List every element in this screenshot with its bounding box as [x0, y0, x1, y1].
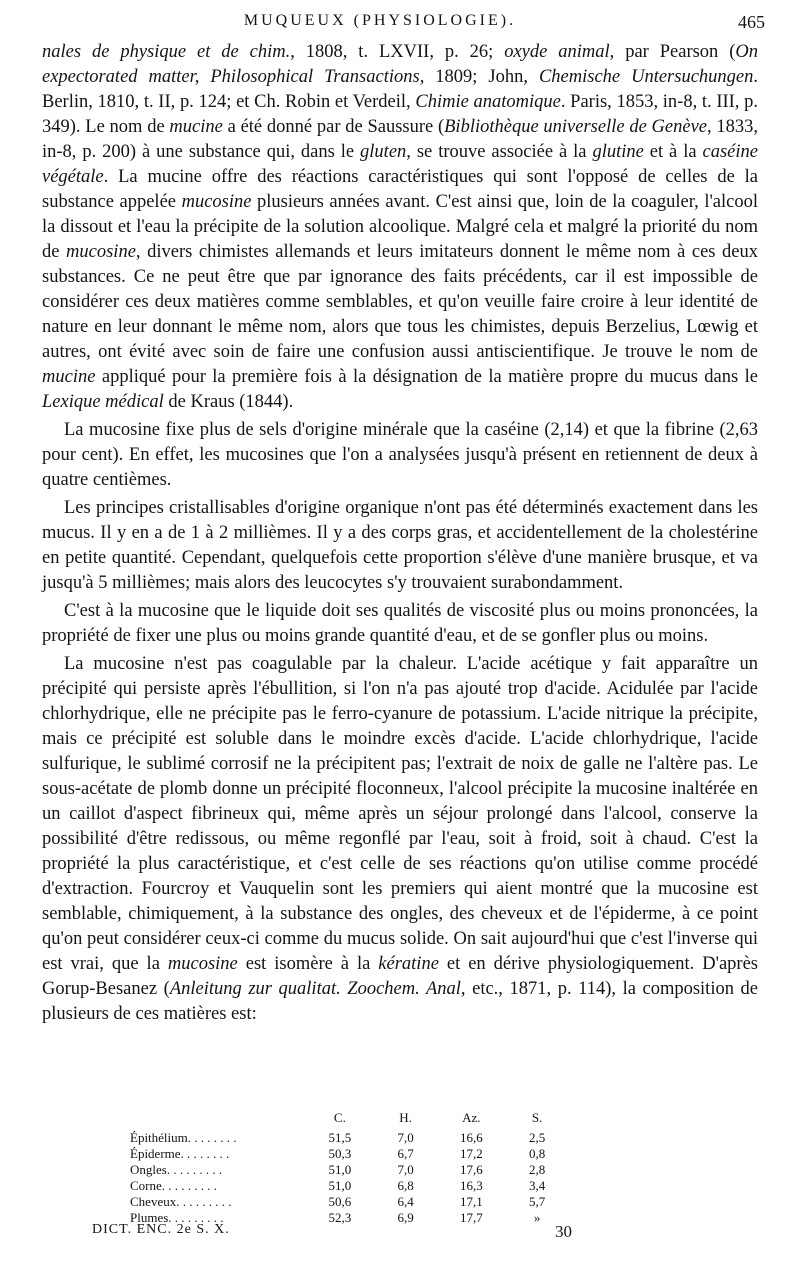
paragraph: [42, 652, 758, 1027]
text-run: appliqué pour la première fois à la désignation de la matière propre du mucus dans le: [95, 367, 758, 387]
italic-run: mucine: [42, 367, 96, 387]
text-run: et à la: [643, 142, 703, 162]
text-run: Les principes cristallisables d'origine organique n'ont pas été déterminés exactement dans les mucus. Il y en a de 1 à 2 millièmes. Il y a des corps gras, et accidentellement de la cholestérine en petite quantité. Cependant, quelquefois cette proportion s'élève d'une manière brusque, et va jusqu'à 5 millièmes; mais alors des leucocytes s'y trouvaient surabondamment.: [42, 498, 758, 593]
italic-run: caséine végétale: [42, 142, 758, 187]
table-row-label: Corne. . . . . . . . .: [130, 1178, 218, 1193]
italic-run: kératine: [378, 954, 439, 974]
italic-run: mucosine: [66, 242, 136, 262]
table-header-cell: Az.: [462, 1110, 481, 1125]
table-cell: 16,3: [459, 1178, 483, 1193]
table-header-cell: H.: [399, 1110, 412, 1125]
table-row-label: Plumes. . . . . . . . .: [130, 1210, 224, 1225]
text-run: . La mucine offre des réactions caractéristiques qui sont l'opposé de celles de la substance appelée: [42, 167, 758, 212]
table-cell: 7,0: [397, 1130, 414, 1145]
table-row: [130, 1146, 570, 1162]
table-cell: 6,9: [397, 1210, 414, 1225]
text-run: , par Pearson (: [609, 42, 736, 62]
text-run: La mucosine n'est pas coagulable par la chaleur. L'acide acétique y fait apparaître un précipité qui persiste après l'ébullition, si l'on n'a pas ajouté trop d'acide. Acidulée par l'acide chlorhydrique, elle ne précipite pas le ferro-cyanure de potassium. L'acide nitrique la précipite, mais ce précipité est soluble dans le moindre excès d'acide. L'acide chlorhydrique, l'acide sulfurique, le sublimé corrosif ne la précipitent pas; l'extrait de noix de galle ne l'altère pas. Le sous-acétate de plomb donne un précipité floconneux, l'alcool précipite la mucosine inaltérée en un caillot d'aspect fibrineux qui, même après un séjour prolongé dans l'alcool, conserve la possibilité d'être redissous, ou même regonflé par l'eau, soit à froid, soit à chaud. C'est la propriété la plus caractéristique, et c'est celle de ses réactions qu'on utilise comme procédé d'extraction. Fourcroy et Vauquelin sont les premiers qui aient montré que la mucosine est semblable, chimiquement, à la substance des ongles, des cheveux et de l'épiderme, à ce point qu'on peut considérer ceux-ci comme du mucus solide. On sait aujourd'hui que c'est l'inverse qui est vrai, que la: [42, 654, 758, 974]
italic-run: Bibliothèque universelle de Genève: [444, 117, 707, 137]
table-cell: 6,4: [397, 1194, 414, 1209]
table-header-cell: S.: [531, 1110, 543, 1125]
table-cell: 0,8: [528, 1146, 546, 1161]
table-cell: 51,0: [328, 1162, 352, 1177]
table-row: [130, 1162, 570, 1178]
table-row: [130, 1130, 570, 1146]
table-cell: 2,5: [528, 1130, 546, 1145]
text-run: et en dérive physiologiquement. D'après Gorup-Besanez (: [42, 954, 758, 999]
table-cell: 50,3: [328, 1146, 352, 1161]
text-run: . Berlin, 1810, t. II, p. 124; et Ch. Robin et Verdeil,: [42, 67, 758, 112]
table-cell: 16,6: [459, 1130, 483, 1145]
text-run: C'est à la mucosine que le liquide doit ses qualités de viscosité plus ou moins prononcées, la propriété de fixer une plus ou moins grande quantité d'eau, et de se gonfler plus ou moins.: [42, 601, 758, 646]
text-run: , se trouve associée à la: [406, 142, 593, 162]
italic-run: mucine: [169, 117, 223, 137]
italic-run: Lexique médical: [42, 392, 164, 412]
text-run: , 1833, in-8, p. 200) à une substance qui, dans le: [42, 117, 759, 162]
table-cell: 3,4: [528, 1178, 546, 1193]
table-cell: 2,8: [528, 1162, 546, 1177]
table-cell: 17,6: [459, 1162, 483, 1177]
signature-number: 30: [555, 1222, 572, 1241]
table-header-cell: [130, 1110, 307, 1130]
italic-run: Anleitung zur qualitat. Zoochem. Anal: [169, 979, 461, 999]
italic-run: glutine: [592, 142, 644, 162]
text-run: a été donné par de Saussure (: [222, 117, 445, 137]
italic-run: On expectorated matter, Philosophical Transactions: [42, 42, 758, 87]
text-run: de Kraus (1844).: [163, 392, 294, 412]
table-row: [130, 1194, 570, 1210]
table-cell: 7,0: [397, 1162, 414, 1177]
table-row-label: Épithélium. . . . . . . .: [130, 1130, 237, 1145]
table-cell: 51,0: [328, 1178, 352, 1193]
table-row-label: Ongles. . . . . . . . .: [130, 1162, 223, 1177]
italic-run: Chemische Untersuchungen: [538, 67, 754, 87]
table-header-row: [130, 1110, 570, 1130]
table-header-cell: C.: [333, 1110, 346, 1125]
text-run: , etc., 1871, p. 114), la composition de plusieurs de ces matières est:: [42, 979, 758, 1024]
table-cell: 52,3: [328, 1210, 352, 1225]
table-row-label: Cheveux. . . . . . . . .: [130, 1194, 232, 1209]
body-text: [42, 40, 758, 1030]
table-cell: 5,7: [528, 1194, 546, 1209]
italic-run: Chimie anatomique: [415, 92, 561, 112]
table-cell: 6,8: [397, 1178, 414, 1193]
table-cell: 6,7: [397, 1146, 414, 1161]
paragraph: [42, 418, 758, 493]
italic-run: nales de physique et de chim.: [42, 42, 291, 62]
italic-run: gluten: [360, 142, 407, 162]
italic-run: mucosine: [181, 192, 252, 212]
table-row-label: Épiderme. . . . . . . .: [130, 1146, 230, 1161]
paragraph: [42, 599, 758, 649]
table-cell: 17,2: [459, 1146, 483, 1161]
running-head: [0, 12, 800, 40]
italic-run: oxyde animal: [504, 42, 610, 62]
table-cell: »: [533, 1210, 541, 1225]
page-number: 465: [738, 12, 765, 32]
page-footer: [0, 1222, 800, 1246]
running-title: MUQUEUX (PHYSIOLOGIE).: [243, 12, 517, 29]
paragraph: [42, 496, 758, 596]
paragraph: [42, 40, 758, 415]
text-run: plusieurs années avant. C'est ainsi que, loin de la coaguler, l'alcool la dissout et l'eau la précipite de la solution alcoolique. Malgré cela et malgré la priorité du nom de: [42, 192, 758, 262]
text-run: La mucosine fixe plus de sels d'origine minérale que la caséine (2,14) et que la fibrine (2,63 pour cent). En effet, les mucosines que l'on a analysées jusqu'à présent en retiennent de deux à quatre centièmes.: [42, 420, 758, 490]
italic-run: mucosine: [167, 954, 238, 974]
table-cell: 51,5: [328, 1130, 352, 1145]
table-cell: 50,6: [328, 1194, 352, 1209]
signature-mark: DICT. ENC. 2e S. X.: [92, 1222, 230, 1237]
text-run: . Paris, 1853, in-8, t. III, p. 349). Le nom de: [42, 92, 758, 137]
composition-table: [130, 1110, 570, 1226]
text-run: , 1809; John,: [419, 67, 539, 87]
table-cell: 17,7: [459, 1210, 483, 1225]
table-cell: 17,1: [459, 1194, 483, 1209]
text-run: , divers chimistes allemands et leurs imitateurs donnent le même nom à ces deux substances. Ce ne peut être que par ignorance des faits précédents, car il est impossible de considérer ces deux matières comme semblables, et qu'on veuille faire croire à leur identité de nature en leur donnant le même nom, alors que tous les chimistes, depuis Berzelius, Lœwig et autres, ont évité avec soin de faire une confusion aussi antiscientifique. Je trouve le nom de: [42, 242, 758, 362]
text-run: , 1808, t. LXVII, p. 26;: [290, 42, 505, 62]
text-run: est isomère à la: [237, 954, 379, 974]
table-row: [130, 1178, 570, 1194]
